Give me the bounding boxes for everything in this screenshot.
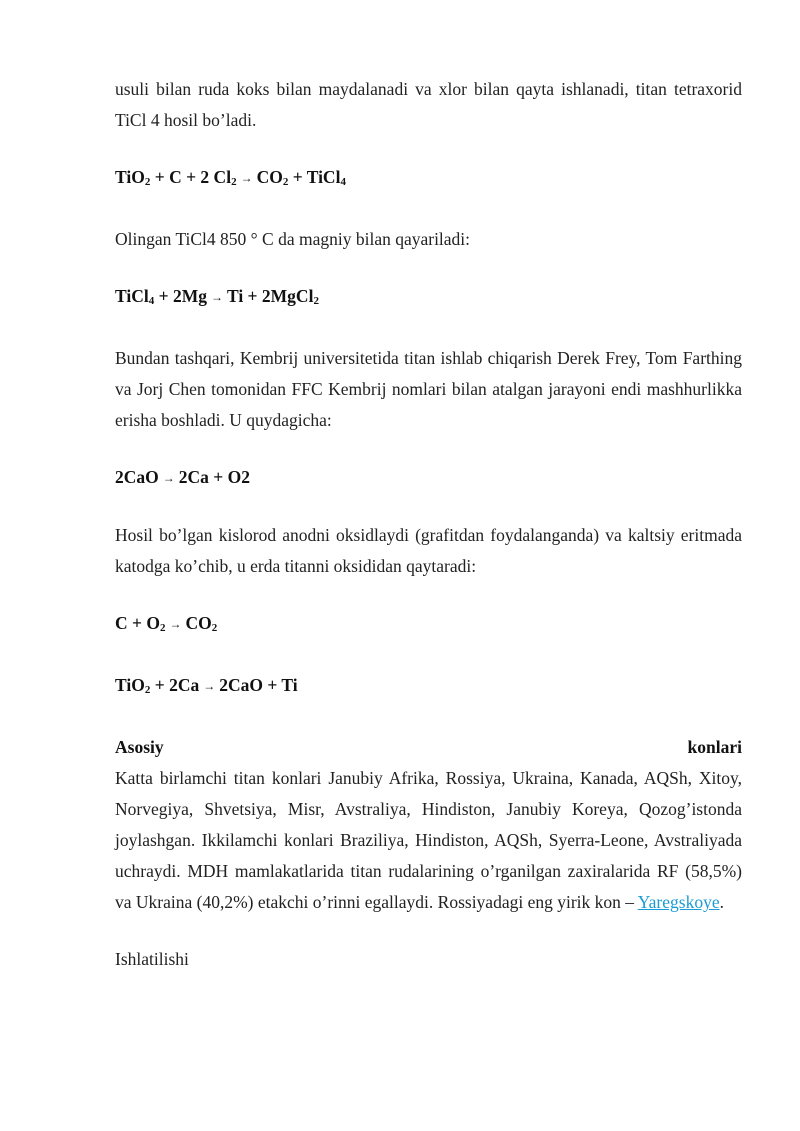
paragraph-usage-heading: Ishlatilishi [115, 949, 189, 969]
paragraph-oxygen-anode: Hosil bo’lgan kislorod anodni oksidlaydi (grafitdan foydalanganda) va kaltsiy eritmada katodga ko’chib, u erda titanni oksididan qaytaradi: [115, 525, 742, 576]
heading-right: konlari [687, 737, 742, 757]
paragraph-ffc-cambridge: Bundan tashqari, Kembrij universitetida titan ishlab chiqarish Derek Frey, Tom Farthing va Jorj Chen tomonidan FFC Kembrij nomlari bilan atalgan jarayoni endi mashhurlikka erisha boshladi. U quydagicha: [115, 348, 742, 430]
document-page [115, 74, 742, 975]
formula-tio2-calcium: TiO2 + 2Ca → 2CaO + Ti [115, 675, 298, 696]
yaregskoye-link[interactable]: Yaregskoye [637, 892, 720, 912]
arrow-icon: → [240, 171, 253, 185]
formula-ticl4-mg: TiCl4 + 2Mg → Ti + 2MgCl2 [115, 286, 319, 307]
paragraph-magnesium-reduction: Olingan TiCl4 850 ° C da magniy bilan qayariladi: [115, 229, 471, 249]
section-heading-deposits [115, 732, 742, 763]
formula-carbon-oxidation: C + O2 → CO2 [115, 613, 218, 634]
arrow-icon: → [169, 617, 182, 631]
arrow-icon: → [210, 290, 223, 304]
arrow-icon: → [203, 679, 216, 693]
paragraph-deposits: Katta birlamchi titan konlari Janubiy Afrika, Rossiya, Ukraina, Kanada, AQSh, Xitoy, Norvegiya, Shvetsiya, Misr, Avstraliya, Hindiston, Janubiy Koreya, Qozog’istonda joylashgan. Ikkilamchi konlari Braziliya, Hindiston, AQSh, Syerra-Leone, Avstraliyada uchraydi. MDH mamlakatlarida titan rudalarining o’rganilgan zaxiralarida RF (58,5%) va Ukraina (40,2%) etakchi o’rinni egallaydi. Rossiyadagi eng yirik kon – Yaregskoye. [115, 768, 742, 912]
arrow-icon: → [162, 471, 175, 485]
formula-cao-electrolysis: 2CaO → 2Ca + O2 [115, 467, 250, 487]
formula-tio2-chlorination: TiO2 + C + 2 Cl2 → CO2 + TiCl4 [115, 167, 346, 188]
heading-left: Asosiy [115, 737, 164, 757]
paragraph-intro: usuli bilan ruda koks bilan maydalanadi va xlor bilan qayta ishlanadi, titan tetraxorid TiCl 4 hosil bo’ladi. [115, 79, 742, 130]
